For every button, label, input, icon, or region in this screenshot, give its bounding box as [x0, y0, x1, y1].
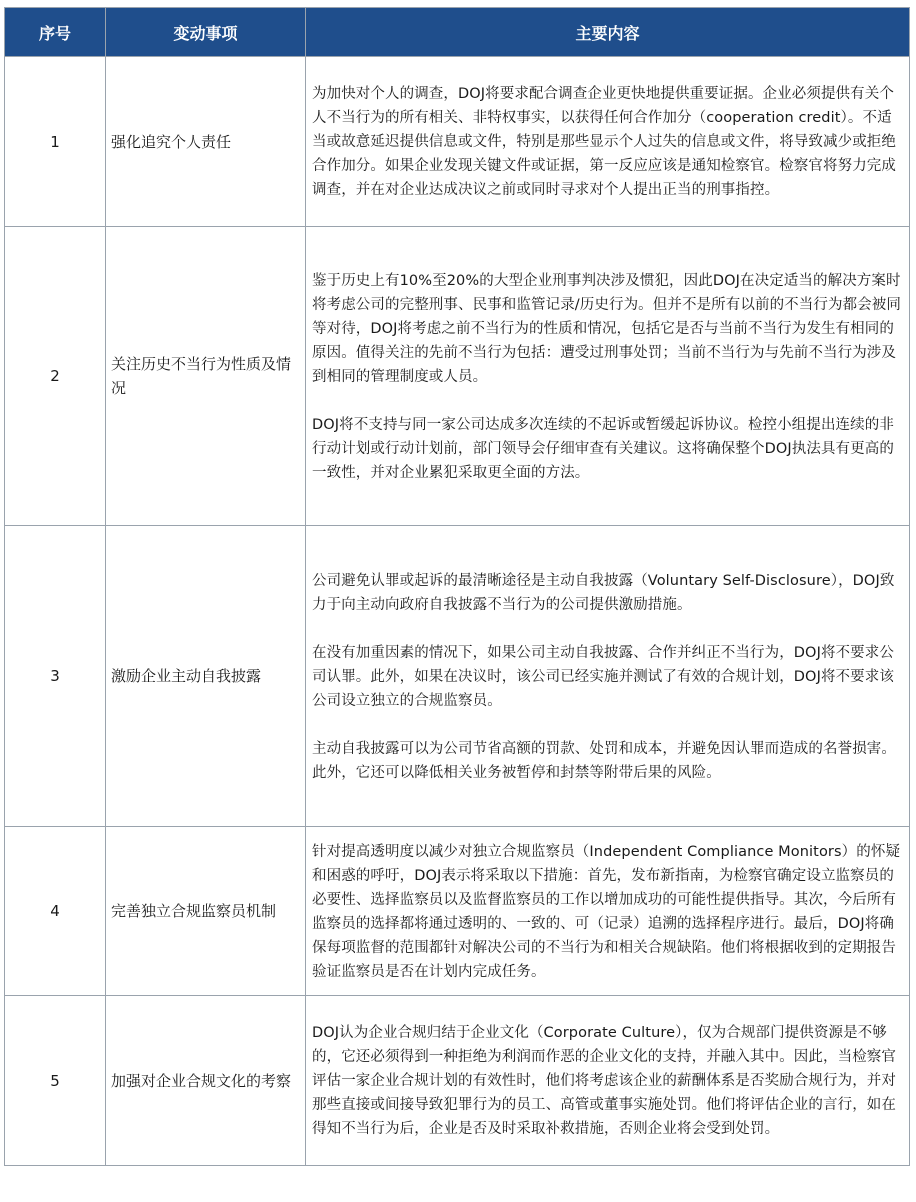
row-item: 加强对企业合规文化的考察	[106, 996, 306, 1166]
content-paragraph: 针对提高透明度以减少对独立合规监察员（Independent Compliance Monitors）的怀疑和困惑的呼吁，DOJ表示将采取以下措施：首先，发布新指南，为检察官确定设立监察员的必要性、选择监察员以及监督监察员的工作以增加成功的可能性提供指导。其次，今后所有监察员的选择都将通过透明的、一致的、可（记录）追溯的选择程序进行。最后，DOJ将确保每项监督的范围都针对解决公司的不当行为和相关合规缺陷。他们将根据收到的定期报告验证监察员是否在计划内完成任务。	[312, 843, 901, 980]
content-paragraph: 为加快对个人的调查，DOJ将要求配合调查企业更快地提供重要证据。企业必须提供有关个人不当行为的所有相关、非特权事实，以获得任何合作加分（cooperation credit）。不适当或故意延迟提供信息或文件，特别是那些显示个人过失的信息或文件，将导致减少或拒绝合作加分。如果企业发现关键文件或证据，第一反应应该是通知检察官。检察官将努力完成调查，并在对企业达成决议之前或同时寻求对个人提出正当的刑事指控。	[312, 86, 896, 198]
content-paragraph: 主动自我披露可以为公司节省高额的罚款、处罚和成本，并避免因认罪而造成的名誉损害。此外，它还可以降低相关业务被暂停和封禁等附带后果的风险。	[312, 740, 896, 781]
content-paragraph: 公司避免认罪或起诉的最清晰途径是主动自我披露（Voluntary Self-Disclosure），DOJ致力于向主动向政府自我披露不当行为的公司提供激励措施。	[312, 572, 895, 613]
header-content: 主要内容	[306, 8, 910, 57]
row-item: 关注历史不当行为性质及情况	[106, 227, 306, 526]
changes-table	[4, 7, 910, 1166]
row-number: 1	[5, 57, 106, 227]
row-item: 强化追究个人责任	[106, 57, 306, 227]
row-number: 4	[5, 827, 106, 996]
table-row	[5, 57, 910, 227]
content-paragraph: DOJ将不支持与同一家公司达成多次连续的不起诉或暂缓起诉协议。检控小组提出连续的非行动计划或行动计划前，部门领导会仔细审查有关建议。这将确保整个DOJ执法具有更高的一致性，并对企业累犯采取更全面的方法。	[312, 416, 894, 481]
row-number: 2	[5, 227, 106, 526]
row-content	[306, 996, 910, 1166]
content-paragraph: 在没有加重因素的情况下，如果公司主动自我披露、合作并纠正不当行为，DOJ将不要求公司认罪。此外，如果在决议时，该公司已经实施并测试了有效的合规计划，DOJ将不要求该公司设立独立的合规监察员。	[312, 644, 894, 709]
row-item: 完善独立合规监察员机制	[106, 827, 306, 996]
row-number: 5	[5, 996, 106, 1166]
row-content	[306, 227, 910, 526]
content-paragraph: DOJ认为企业合规归结于企业文化（Corporate Culture），仅为合规部门提供资源是不够的，它还必须得到一种拒绝为利润而作恶的企业文化的支持，并融入其中。因此，当检察官评估一家企业合规计划的有效性时，他们将考虑该企业的薪酬体系是否奖励合规行为，并对那些直接或间接导致犯罪行为的员工、高管或董事实施处罚。他们将评估企业的言行，如在得知不当行为后，企业是否及时采取补救措施，否则企业将会受到处罚。	[312, 1025, 896, 1137]
row-content	[306, 526, 910, 827]
content-paragraph: 鉴于历史上有10%至20%的大型企业刑事判决涉及惯犯，因此DOJ在决定适当的解决方案时将考虑公司的完整刑事、民事和监管记录/历史行为。但并不是所有以前的不当行为都会被同等对待，DOJ将考虑之前不当行为的性质和情况，包括它是否与当前不当行为发生有相同的原因。值得关注的先前不当行为包括：遭受过刑事处罚；当前不当行为与先前不当行为涉及到相同的管理制度或人员。	[312, 272, 901, 385]
table-row	[5, 827, 910, 996]
row-number: 3	[5, 526, 106, 827]
table-row	[5, 526, 910, 827]
table-row	[5, 227, 910, 526]
table-row	[5, 996, 910, 1166]
header-no: 序号	[5, 8, 106, 57]
row-item: 激励企业主动自我披露	[106, 526, 306, 827]
header-row	[5, 8, 910, 57]
row-content	[306, 827, 910, 996]
header-item: 变动事项	[106, 8, 306, 57]
row-content	[306, 57, 910, 227]
